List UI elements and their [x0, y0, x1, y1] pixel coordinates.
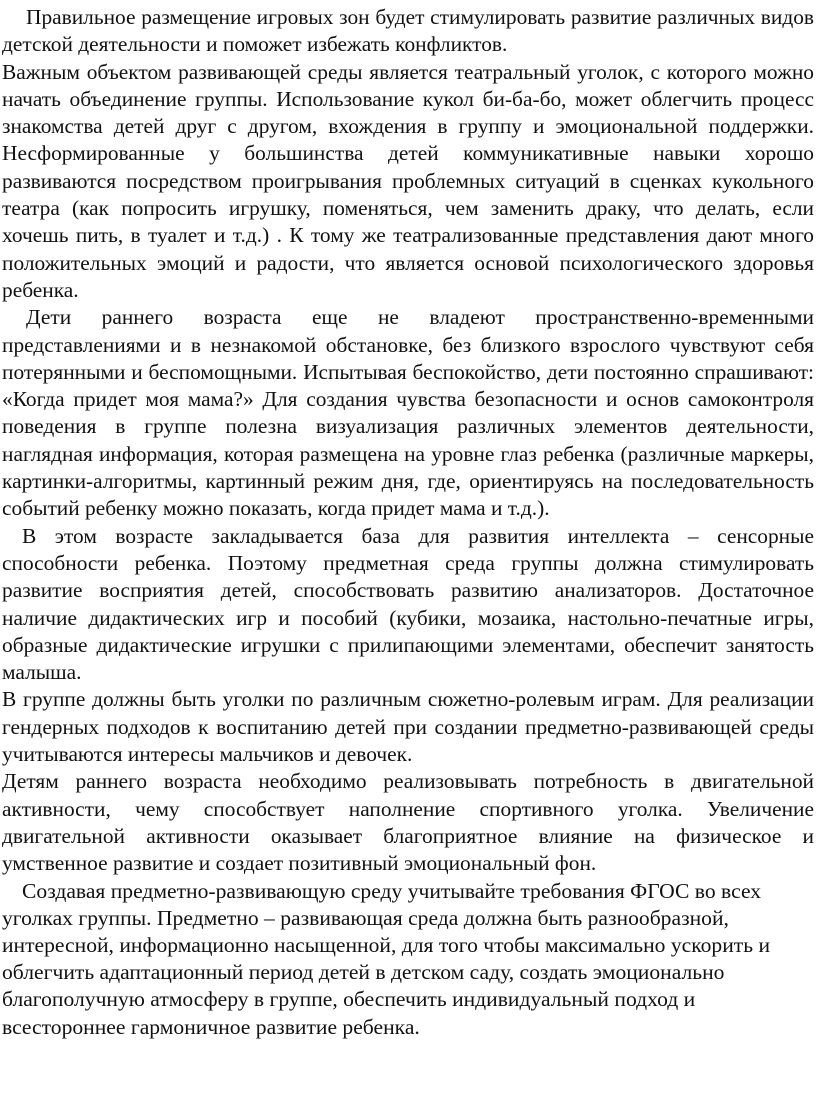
- paragraph-motor-activity: Детям раннего возраста необходимо реализовывать потребность в двигательной активности, чему способствует наполнение спортивного уголка. Увеличение двигательной активности оказывает благоприятное влияние на физическое и умственное развитие и создает позитивный эмоциональный фон.: [2, 769, 814, 876]
- paragraph-fgos-requirements: Создавая предметно-развивающую среду учитывайте требования ФГОС во всех уголках группы. Предметно – развивающая среда должна быть разнообразной, интересной, информационно насыщенной, для того чтобы максимально ускорить и облегчить адаптационный период детей в детском саду, создать эмоционально благополучную атмосферу в группе, обеспечить индивидуальный подход и всестороннее гармоничное развитие ребенка.: [2, 878, 771, 1039]
- paragraph-early-age-visualization: Дети раннего возраста еще не владеют пространственно-временными представлениями и в незнакомой обстановке, без близкого взрослого чувствуют себя потерянными и беспомощными. Испытывая беспокойство, дети постоянно спрашивают: «Когда придет моя мама?» Для создания чувства безопасности и основ самоконтроля поведения в группе полезна визуализация различных элементов деятельности, наглядная информация, которая размещена на уровне глаз ребенка (различные маркеры, картинки-алгоритмы, картинный режим дня, где, ориентируясь на последовательность событий ребенку можно показать, когда придет мама и т.д.).: [2, 305, 814, 521]
- paragraph-sensory-development: В этом возрасте закладывается база для развития интеллекта – сенсорные способности ребенка. Поэтому предметная среда группы должна стимулировать развитие восприятия детей, способствовать развитию анализаторов. Достаточное наличие дидактических игр и пособий (кубики, мозаика, настольно-печатные игры, образные дидактические игрушки с прилипающими элементами, обеспечит занятость малыша.: [2, 523, 814, 685]
- paragraph-role-play-corners: В группе должны быть уголки по различным сюжетно-ролевым играм. Для реализации гендерных подходов к воспитанию детей при создании предметно-развивающей среды учитываются интересы мальчиков и девочек.: [2, 687, 814, 767]
- paragraph-theatre-corner: Важным объектом развивающей среды является театральный уголок, с которого можно начать объединение группы. Использование кукол би-ба-бо, может облегчить процесс знакомства детей друг с другом, вхождения в группу и эмоциональной поддержки. Несформированные у большинства детей коммуникативные навыки хорошо развиваются посредством проигрывания проблемных ситуаций в сценках кукольного театра (как попросить игрушку, поменяться, чем заменить драку, что делать, если хочешь пить, в туалет и т.д.) . К тому же театрализованные представления дают много положительных эмоций и радости, что является основой психологического здоровья ребенка.: [2, 59, 814, 302]
- paragraph-game-zones: Правильное размещение игровых зон будет стимулировать развитие различных видов детской деятельности и поможет избежать конфликтов.: [2, 5, 814, 57]
